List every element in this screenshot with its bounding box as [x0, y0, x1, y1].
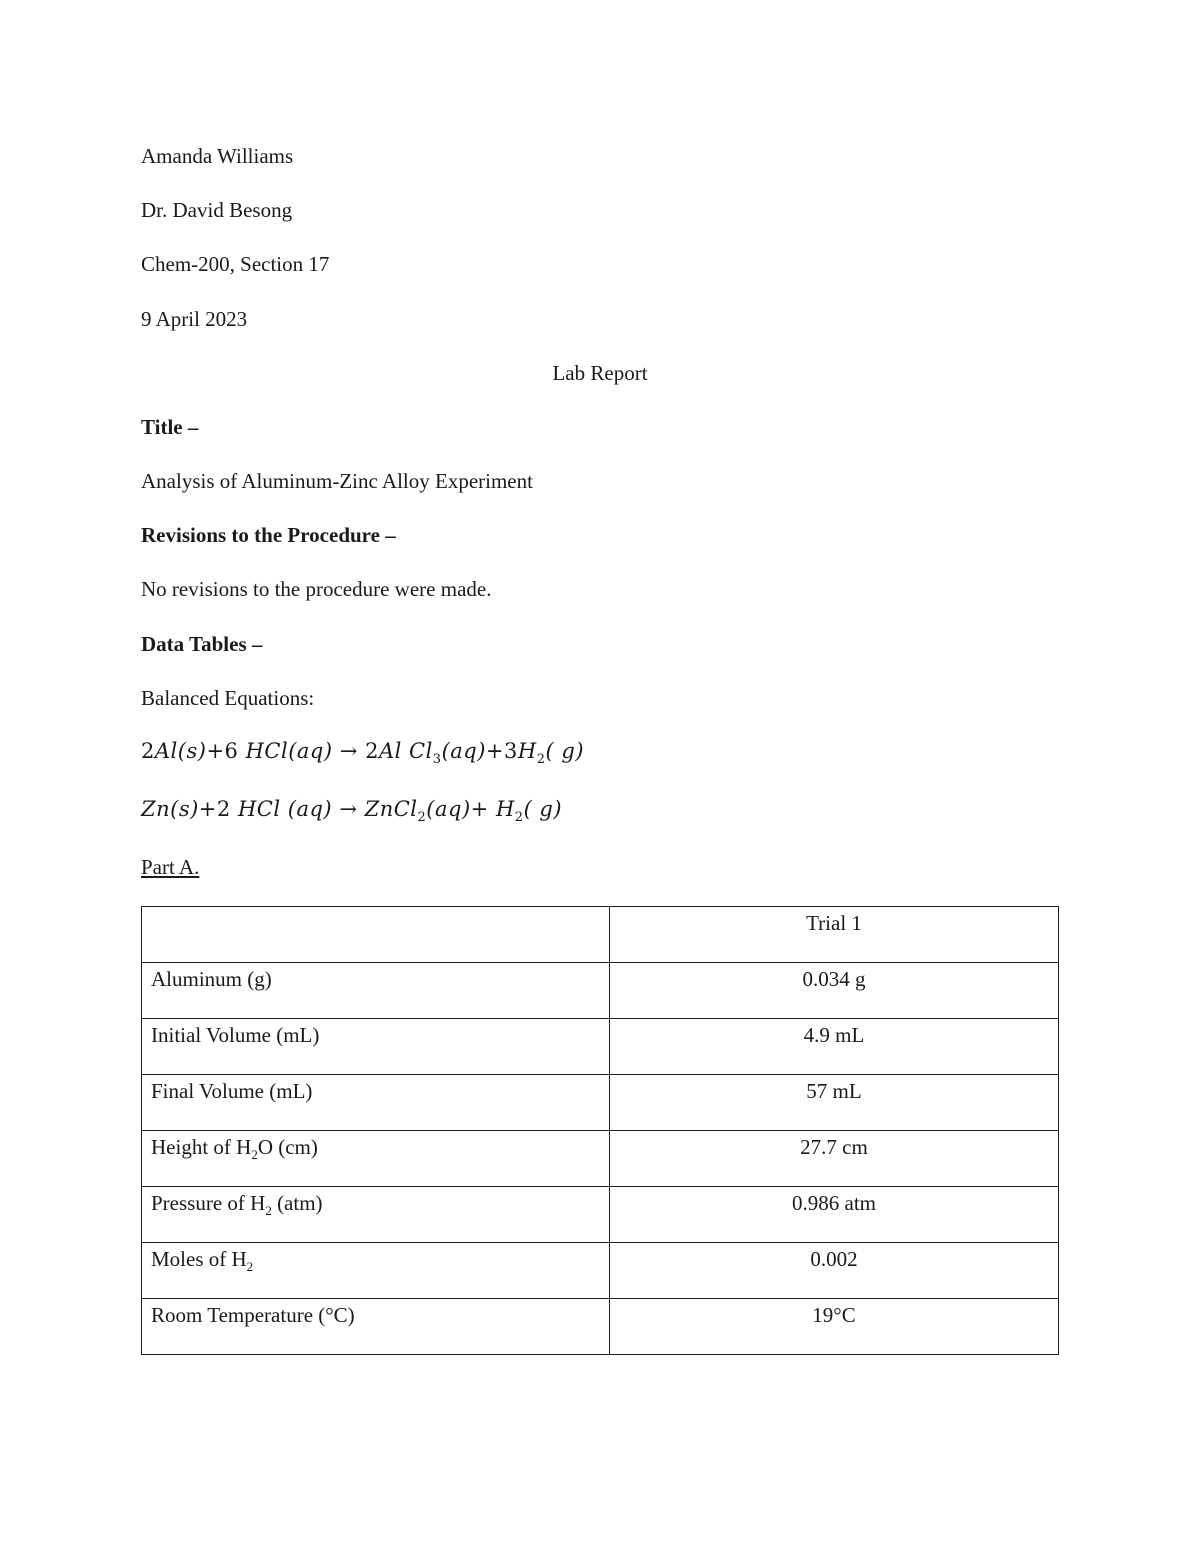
row-label-moles-h2 [142, 1243, 610, 1299]
eq2-plus1: + [198, 797, 217, 821]
author-name: Amanda Williams [141, 144, 294, 168]
row-value-moles-h2: 0.002 [610, 1243, 1059, 1299]
row-label-pressure-pre: Pressure of H [151, 1191, 266, 1215]
eq1-coef2: 6 [224, 739, 239, 763]
eq1-state2: (aq) [288, 739, 333, 763]
eq1-plus2: + [485, 739, 505, 763]
eq2-state2: (aq) [287, 797, 333, 821]
table-row [142, 1243, 1059, 1299]
row-label-pressure-h2 [142, 1187, 610, 1243]
row-label-pressure-post: (atm) [271, 1191, 323, 1215]
eq2-product2: H [495, 797, 515, 821]
table-row [142, 1187, 1059, 1243]
eq1-product1: Al Cl [378, 739, 433, 763]
report-date: 9 April 2023 [141, 307, 248, 331]
eq2-reactant2: HCl [237, 797, 281, 821]
eq2-coef2: 2 [216, 797, 231, 821]
row-label-height-sub: 2 [251, 1147, 258, 1163]
eq2-state4: ( g) [523, 797, 563, 821]
row-label-aluminum: Aluminum (g) [142, 963, 610, 1019]
row-value-room-temperature: 19°C [610, 1299, 1059, 1355]
row-label-pressure-sub: 2 [265, 1203, 272, 1219]
eq1-reactant1: Al [154, 739, 178, 763]
revisions-heading: Revisions to the Procedure – [141, 523, 396, 547]
title-heading: Title – [141, 415, 199, 439]
table-row [142, 1075, 1059, 1131]
eq2-product1: ZnCl [364, 797, 418, 821]
eq2-plus2: + [470, 797, 489, 821]
data-tables-heading: Data Tables – [141, 632, 263, 656]
eq1-arrow: → [339, 739, 358, 763]
eq1-state3: (aq) [441, 739, 486, 763]
row-label-room-temperature: Room Temperature (°C) [142, 1299, 610, 1355]
row-label-moles-sub: 2 [246, 1259, 254, 1275]
row-label-initial-volume: Initial Volume (mL) [142, 1019, 610, 1075]
eq2-reactant1: Zn [141, 797, 171, 821]
eq2-product2-subscript: 2 [514, 810, 524, 826]
eq1-reactant2: HCl [245, 739, 289, 763]
balanced-equations-label: Balanced Equations: [141, 686, 315, 710]
data-table-part-a [141, 906, 1059, 1355]
row-value-height-water: 27.7 cm [610, 1131, 1059, 1187]
table-header-label [142, 907, 610, 963]
eq1-coef3: 2 [365, 739, 379, 763]
instructor-name: Dr. David Besong [141, 198, 293, 222]
eq1-state4: ( g) [545, 739, 585, 763]
row-value-initial-volume: 4.9 mL [610, 1019, 1059, 1075]
table-row [142, 1131, 1059, 1187]
eq1-coef4: 3 [504, 739, 518, 763]
row-label-moles-pre: Moles of H [151, 1247, 247, 1271]
eq2-product1-subscript: 2 [417, 810, 427, 826]
row-value-final-volume: 57 mL [610, 1075, 1059, 1131]
row-label-height-water [142, 1131, 610, 1187]
eq1-coef1: 2 [141, 739, 155, 763]
document-title: Lab Report [552, 361, 648, 385]
table-header-trial: Trial 1 [610, 907, 1059, 963]
eq1-product2: H [517, 739, 537, 763]
equation-zinc [141, 795, 562, 832]
row-label-height-post: O (cm) [257, 1135, 318, 1159]
table-row [142, 1019, 1059, 1075]
equation-aluminum [141, 737, 584, 774]
eq1-plus1: + [206, 739, 225, 763]
part-a-label: Part A. [141, 855, 200, 879]
eq1-product1-subscript: 3 [432, 752, 442, 768]
eq2-state1: (s) [170, 797, 199, 821]
experiment-title: Analysis of Aluminum-Zinc Alloy Experiment [141, 469, 533, 493]
row-value-aluminum: 0.034 g [610, 963, 1059, 1019]
eq1-product2-subscript: 2 [536, 752, 546, 768]
eq2-arrow: → [339, 797, 358, 821]
row-value-pressure-h2: 0.986 atm [610, 1187, 1059, 1243]
row-label-height-pre: Height of H [151, 1135, 252, 1159]
table-header-row [142, 907, 1059, 963]
table-row [142, 963, 1059, 1019]
eq1-state1: (s) [177, 739, 207, 763]
course-section: Chem-200, Section 17 [141, 252, 330, 276]
revisions-text: No revisions to the procedure were made. [141, 577, 492, 601]
table-row [142, 1299, 1059, 1355]
row-label-final-volume: Final Volume (mL) [142, 1075, 610, 1131]
eq2-state3: (aq) [426, 797, 471, 821]
